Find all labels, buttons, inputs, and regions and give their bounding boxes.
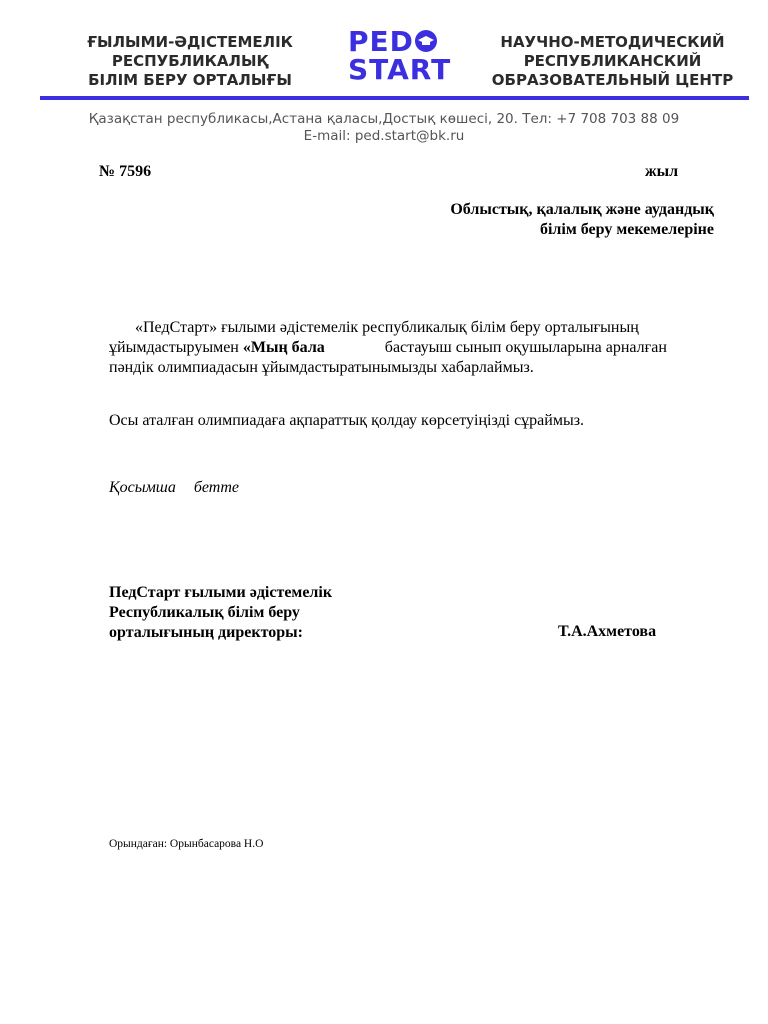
attachment-note [109,479,239,497]
document-number: № 7596 [99,163,152,180]
org-name-kz-line-3: БІЛІМ БЕРУ ОРТАЛЫҒЫ [88,71,292,89]
body-p1-start: «ПедСтарт» ғылыми әдістемелік республикалық білім беру орталығының ұйымдастыруымен [109,319,639,356]
signature-line-1: ПедСтарт ғылыми әдістемелік [109,584,333,601]
org-name-ru-line-2: РЕСПУБЛИКАНСКИЙ [523,52,702,70]
org-name-russian [470,33,755,90]
body-p1-end: бастауыш сынып оқушыларына арналған пәндік олимпиадасын ұйымдастыратынымызды хабарлаймыз. [109,339,667,376]
signature-line-2: Республикалық білім беру [109,604,300,621]
year-label: жыл [645,163,679,180]
logo-text-bottom: START [348,53,452,86]
org-name-kazakh [60,33,320,90]
graduation-cap-icon [414,28,438,54]
body-paragraph-2: Осы аталған олимпиадаға ақпараттық қолдау көрсетуіңізді сұраймыз. [109,412,585,429]
org-name-ru-line-3: ОБРАЗОВАТЕЛЬНЫЙ ЦЕНТР [491,71,734,89]
contact-address: Қазақстан республикасы,Астана қаласы,Достық көшесі, 20. Тел: +7 708 703 88 09 [88,111,680,127]
attachment-word-2: бетте [193,479,240,496]
body-paragraph-1 [109,318,709,378]
org-name-ru-line-1: НАУЧНО-МЕТОДИЧЕСКИЙ [500,33,725,51]
addressee [380,200,714,240]
contact-email: E-mail: ped.start@bk.ru [303,128,465,144]
org-name-kz-line-2: РЕСПУБЛИКАЛЫҚ [111,52,269,70]
addressee-line-2: білім беру мекемелеріне [539,221,714,238]
addressee-line-1: Облыстық, қалалық және аудандық [450,201,714,218]
header-divider [40,96,749,100]
signer-name: Т.А.Ахметова [558,623,657,640]
attachment-word-1: Қосымша [109,479,176,496]
org-name-kz-line-1: ҒЫЛЫМИ-ӘДІСТЕМЕЛІК [87,33,293,51]
pedstart-logo [348,25,452,86]
signature-block [109,583,332,643]
signature-line-3: орталығының директоры: [109,624,303,641]
logo-text-top: PED [348,25,414,58]
olympiad-name: «Мың бала [242,339,325,356]
executor-note: Орындаған: Орынбасарова Н.О [109,838,264,850]
